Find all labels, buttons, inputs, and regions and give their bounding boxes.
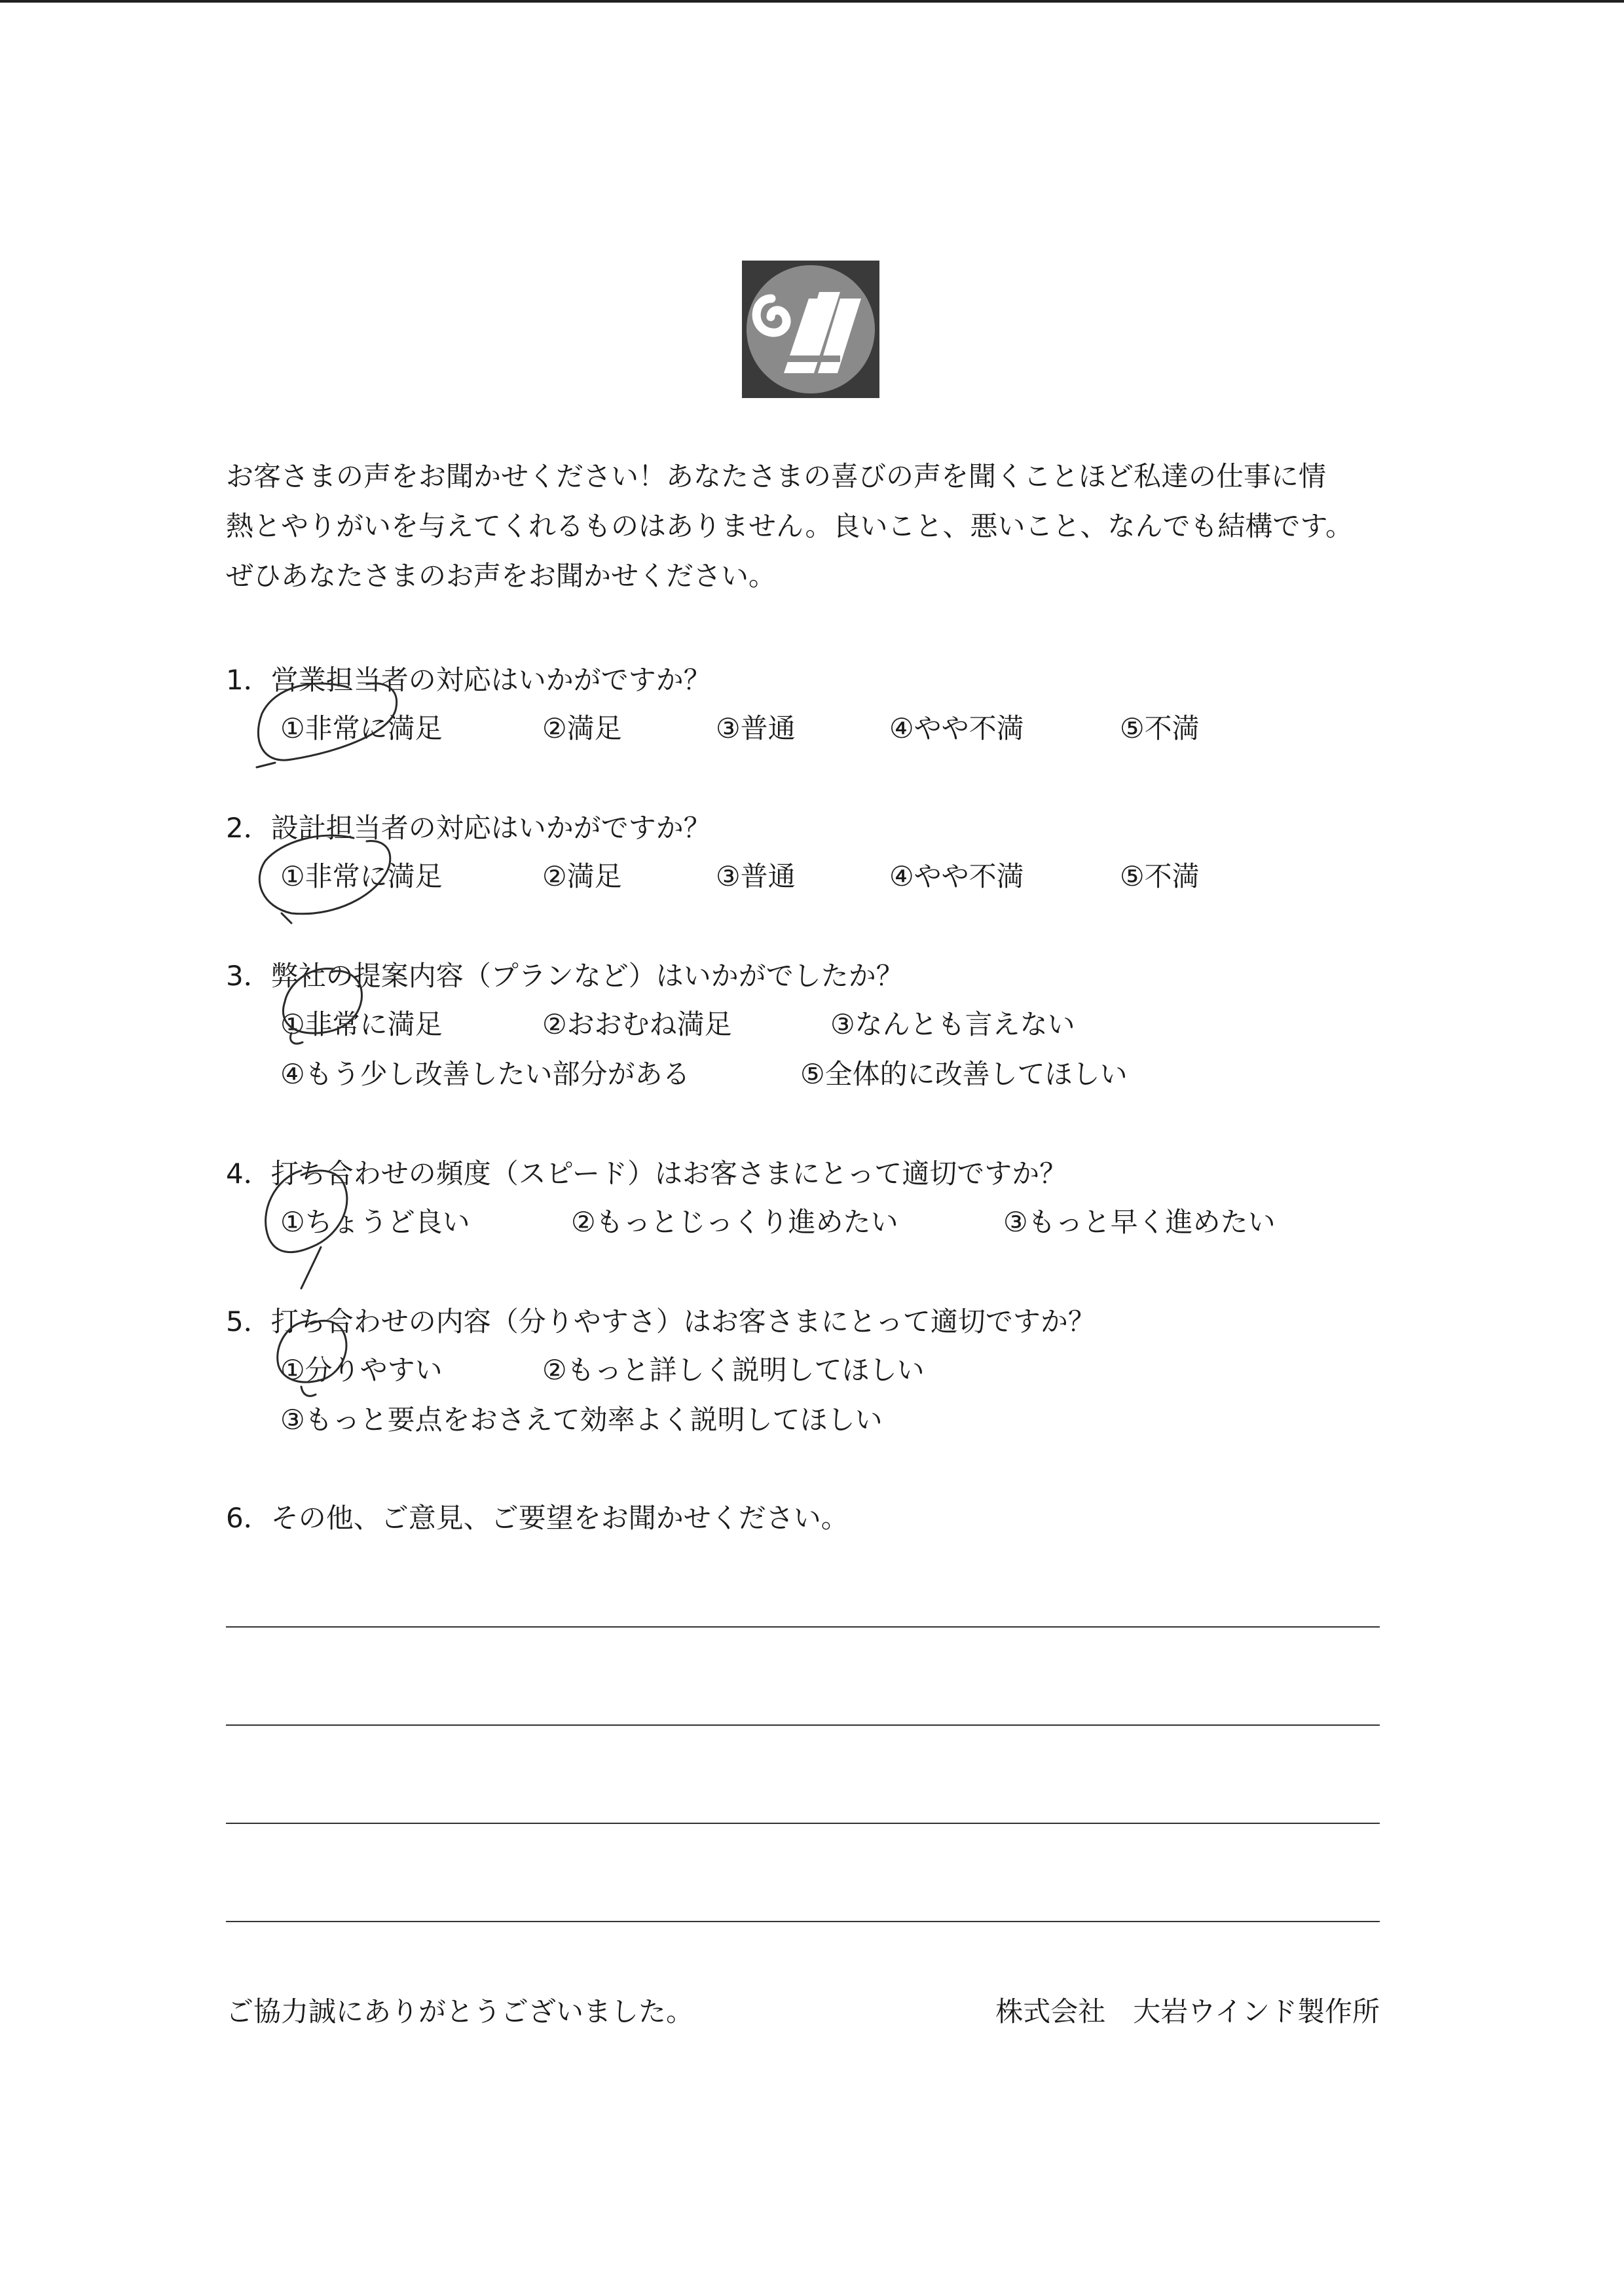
question-4-title: 4．打ち合わせの頻度（スピード）はお客さまにとって適切ですか？ bbox=[226, 1157, 1067, 1190]
question-1-title: 1．営業担当者の対応はいかがですか？ bbox=[226, 664, 711, 696]
q5-option-1[interactable]: ①分りやすい bbox=[280, 1354, 443, 1386]
intro-paragraph bbox=[226, 452, 1411, 601]
q4-option-2[interactable]: ②もっとじっくり進めたい bbox=[571, 1206, 898, 1238]
company-logo-icon bbox=[742, 261, 879, 398]
answer-line[interactable] bbox=[226, 1626, 1380, 1628]
q3-option-1[interactable]: ①非常に満足 bbox=[280, 1008, 443, 1040]
question-5-title: 5．打ち合わせの内容（分りやすさ）はお客さまにとって適切ですか？ bbox=[226, 1305, 1096, 1338]
q1-option-4[interactable]: ④やや不満 bbox=[889, 712, 1024, 744]
thank-you-message: ご協力誠にありがとうございました。 bbox=[226, 1995, 694, 2028]
q3-option-3[interactable]: ③なんとも言えない bbox=[830, 1008, 1075, 1040]
q3-option-4[interactable]: ④もう少し改善したい部分がある bbox=[280, 1058, 690, 1090]
q2-option-2[interactable]: ②満足 bbox=[542, 860, 622, 892]
q4-option-1[interactable]: ①ちょうど良い bbox=[280, 1206, 470, 1238]
q4-option-3[interactable]: ③もっと早く進めたい bbox=[1003, 1206, 1276, 1238]
intro-line: ぜひあなたさまのお声をお聞かせください。 bbox=[226, 560, 777, 592]
question-3-title: 3．弊社の提案内容（プランなど）はいかがでしたか？ bbox=[226, 960, 904, 992]
q1-option-3[interactable]: ③普通 bbox=[716, 712, 796, 744]
answer-line[interactable] bbox=[226, 1724, 1380, 1726]
q1-answer-tail bbox=[257, 763, 275, 767]
q3-option-5[interactable]: ⑤全体的に改善してほしい bbox=[800, 1058, 1128, 1090]
q1-option-5[interactable]: ⑤不満 bbox=[1120, 712, 1200, 744]
page-top-border bbox=[0, 0, 1624, 3]
q2-answer-tail bbox=[282, 913, 291, 923]
question-2-title: 2．設計担当者の対応はいかがですか？ bbox=[226, 812, 711, 844]
answer-line[interactable] bbox=[226, 1921, 1380, 1922]
answer-line[interactable] bbox=[226, 1823, 1380, 1824]
intro-line: お客さまの声をお聞かせください！あなたさまの喜びの声を聞くことほど私達の仕事に情 bbox=[226, 460, 1327, 492]
question-6-title: 6．その他、ご意見、ご要望をお聞かせください。 bbox=[226, 1502, 849, 1534]
q1-option-2[interactable]: ②満足 bbox=[542, 712, 622, 744]
q5-answer-tail bbox=[301, 1387, 316, 1396]
intro-line: 熱とやりがいを与えてくれるものはありません。良いこと、悪いこと、なんでも結構です。 bbox=[226, 510, 1354, 542]
q2-option-4[interactable]: ④やや不満 bbox=[889, 860, 1024, 892]
q1-option-1[interactable]: ①非常に満足 bbox=[280, 712, 443, 744]
company-name: 株式会社 大岩ウインド製作所 bbox=[995, 1995, 1380, 2028]
q4-answer-tail bbox=[301, 1247, 321, 1288]
q2-option-5[interactable]: ⑤不満 bbox=[1120, 860, 1200, 892]
q5-option-3[interactable]: ③もっと要点をおさえて効率よく説明してほしい bbox=[280, 1404, 883, 1436]
q5-option-2[interactable]: ②もっと詳しく説明してほしい bbox=[542, 1354, 925, 1386]
q2-option-1[interactable]: ①非常に満足 bbox=[280, 860, 443, 892]
q3-option-2[interactable]: ②おおむね満足 bbox=[542, 1008, 732, 1040]
q2-option-3[interactable]: ③普通 bbox=[716, 860, 796, 892]
